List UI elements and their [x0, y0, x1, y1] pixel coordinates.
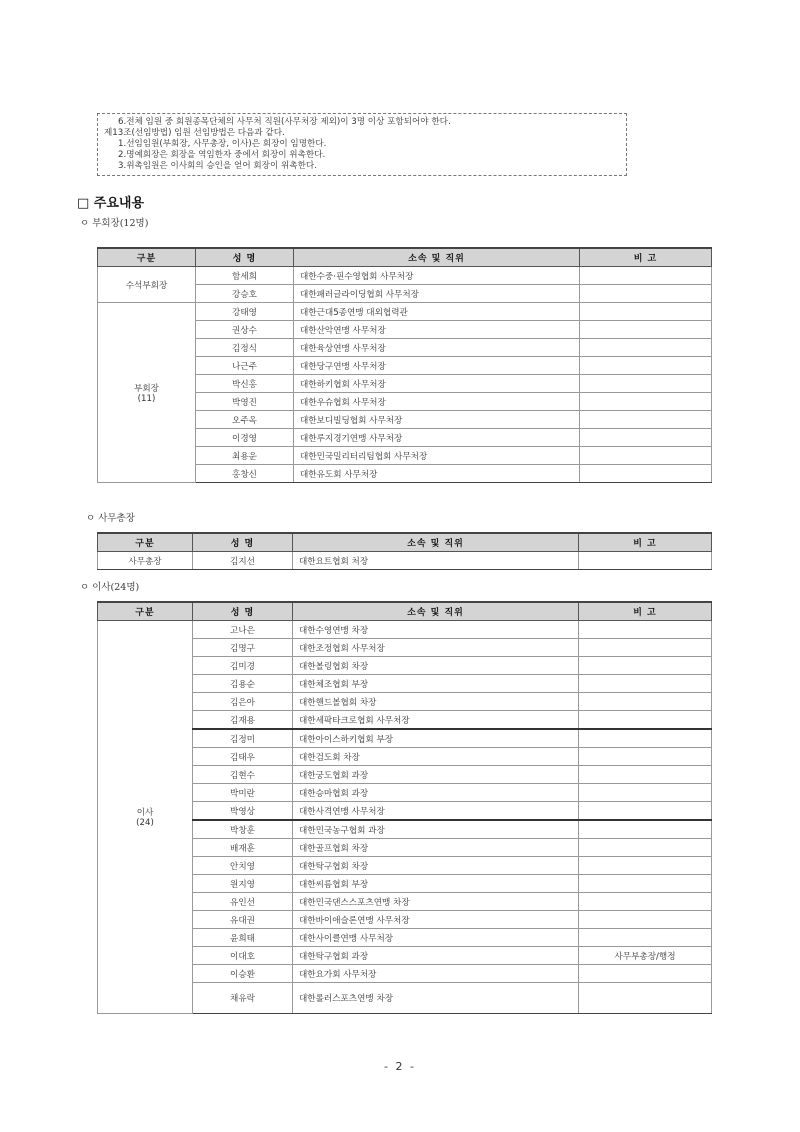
member-name: 박영상 [193, 802, 293, 821]
col-header-category: 구분 [98, 602, 193, 621]
member-name: 김명구 [193, 639, 293, 657]
col-header-remark: 비 고 [579, 602, 712, 621]
col-header-affiliation: 소속 및 직위 [294, 248, 580, 267]
member-remark [579, 552, 712, 570]
member-name: 강승호 [196, 285, 294, 303]
member-remark [579, 802, 712, 821]
directors-group-label [98, 621, 193, 1014]
member-affiliation: 대한검도회 차장 [293, 748, 579, 766]
regulation-notice-box [97, 113, 627, 176]
member-remark [579, 929, 712, 947]
member-affiliation: 대한민국농구협회 과장 [293, 820, 579, 839]
directors-table [97, 601, 712, 1014]
col-header-category: 구분 [98, 533, 193, 552]
member-affiliation: 대한요가회 사무처장 [293, 965, 579, 983]
member-name: 김지선 [193, 552, 293, 570]
member-name: 이대호 [193, 947, 293, 965]
member-remark [580, 357, 712, 375]
member-name: 최용운 [196, 447, 294, 465]
directors-group-name: 이사 [136, 808, 154, 818]
vice-group-count: (11) [137, 393, 156, 404]
member-remark [579, 657, 712, 675]
secretary-general-table [97, 532, 712, 570]
member-remark [580, 465, 712, 483]
member-remark [580, 375, 712, 393]
member-affiliation: 대한탁구협회 차장 [293, 857, 579, 875]
member-remark [579, 983, 712, 1014]
vice-president-table [97, 247, 712, 483]
table-row [98, 267, 712, 285]
col-header-affiliation: 소속 및 직위 [293, 533, 579, 552]
member-affiliation: 대한체조협회 부장 [293, 675, 579, 693]
col-header-remark: 비 고 [580, 248, 712, 267]
member-affiliation: 대한궁도협회 과장 [293, 766, 579, 784]
member-name: 원지영 [193, 875, 293, 893]
member-remark [579, 693, 712, 711]
member-remark [580, 321, 712, 339]
member-affiliation: 대한민국밀리터리팀협회 사무처장 [294, 447, 580, 465]
member-affiliation: 대한민국댄스스포츠연맹 차장 [293, 893, 579, 911]
section-title: □ 주요내용 [77, 196, 145, 211]
member-name: 김현수 [193, 766, 293, 784]
member-remark [579, 639, 712, 657]
member-affiliation: 대한수영연맹 차장 [293, 621, 579, 639]
member-name: 김재용 [193, 711, 293, 730]
member-name: 박미란 [193, 784, 293, 802]
member-affiliation: 대한핸드볼협회 차장 [293, 693, 579, 711]
table-row [98, 621, 712, 639]
member-remark [580, 429, 712, 447]
col-header-name: 성 명 [193, 602, 293, 621]
member-remark [580, 447, 712, 465]
member-name: 박신홍 [196, 375, 294, 393]
member-affiliation: 대한사격연맹 사무처장 [293, 802, 579, 821]
member-remark [579, 875, 712, 893]
member-name: 오주옥 [196, 411, 294, 429]
col-header-name: 성 명 [196, 248, 294, 267]
vice-group-name: 부회장 [134, 383, 159, 394]
member-name: 함세희 [196, 267, 294, 285]
member-remark [579, 893, 712, 911]
member-remark [580, 339, 712, 357]
page-number: - 2 - [384, 1060, 416, 1073]
member-affiliation: 대한근대5종연맹 대외협력관 [294, 303, 580, 321]
secretary-general-subtitle: ㅇ 사무총장 [86, 513, 135, 524]
col-header-remark: 비 고 [579, 533, 712, 552]
member-affiliation: 대한요트협회 처장 [293, 552, 579, 570]
member-remark [579, 729, 712, 748]
member-affiliation: 대한산악연맹 사무처장 [294, 321, 580, 339]
member-name: 박창훈 [193, 820, 293, 839]
member-name: 김태우 [193, 748, 293, 766]
member-remark [580, 303, 712, 321]
member-remark [579, 621, 712, 639]
member-remark [579, 711, 712, 730]
table-row [98, 552, 712, 570]
member-affiliation: 대한보디빌딩협회 사무처장 [294, 411, 580, 429]
member-name: 김미경 [193, 657, 293, 675]
member-name: 김정미 [193, 729, 293, 748]
member-remark: 사무부총장/행정 [579, 947, 712, 965]
member-remark [579, 857, 712, 875]
member-name: 안치영 [193, 857, 293, 875]
member-remark [579, 820, 712, 839]
member-remark [579, 839, 712, 857]
col-header-category: 구분 [98, 248, 196, 267]
member-name: 홍창신 [196, 465, 294, 483]
member-name: 이경영 [196, 429, 294, 447]
notice-line: 3.위촉임원은 이사회의 승인을 얻어 회장이 위촉한다. [118, 161, 317, 171]
notice-line: 1.선임임원(부회장, 사무총장, 이사)은 회장이 임명한다. [118, 139, 327, 149]
member-name: 권상수 [196, 321, 294, 339]
member-affiliation: 대한세팍타크로협회 사무처장 [293, 711, 579, 730]
member-name: 유인선 [193, 893, 293, 911]
member-remark [579, 748, 712, 766]
member-name: 김용순 [193, 675, 293, 693]
member-category: 사무총장 [98, 552, 193, 570]
member-remark [579, 965, 712, 983]
member-name: 이승환 [193, 965, 293, 983]
member-name: 윤희태 [193, 929, 293, 947]
notice-line: 제13조(선임방법) 임원 선임방법은 다음과 같다. [104, 128, 285, 138]
member-affiliation: 대한탁구협회 과장 [293, 947, 579, 965]
member-affiliation: 대한패러글라이딩협회 사무처장 [294, 285, 580, 303]
member-affiliation: 대한롤러스포츠연맹 차장 [293, 983, 579, 1014]
member-affiliation: 대한유도회 사무처장 [294, 465, 580, 483]
member-name: 유대권 [193, 911, 293, 929]
member-name: 나근주 [196, 357, 294, 375]
member-name: 김은아 [193, 693, 293, 711]
senior-vice-label: 수석부회장 [98, 267, 196, 303]
directors-group-count: (24) [136, 818, 154, 828]
col-header-name: 성 명 [193, 533, 293, 552]
member-remark [579, 911, 712, 929]
member-name: 채유락 [193, 983, 293, 1014]
member-affiliation: 대한승마협회 과장 [293, 784, 579, 802]
member-name: 김정식 [196, 339, 294, 357]
vice-president-subtitle: ㅇ 부회장(12명) [80, 218, 149, 229]
member-remark [580, 267, 712, 285]
member-name: 배재훈 [193, 839, 293, 857]
member-remark [580, 411, 712, 429]
member-remark [580, 285, 712, 303]
member-affiliation: 대한사이클연맹 사무처장 [293, 929, 579, 947]
member-affiliation: 대한하키협회 사무처장 [294, 375, 580, 393]
directors-subtitle: ㅇ 이사(24명) [80, 582, 140, 593]
col-header-affiliation: 소속 및 직위 [293, 602, 579, 621]
vice-group-label [98, 303, 196, 483]
member-affiliation: 대한루지경기연맹 사무처장 [294, 429, 580, 447]
member-remark [580, 393, 712, 411]
notice-line: 2.명예회장은 회장을 역임한자 중에서 회장이 위촉한다. [118, 150, 326, 160]
notice-line: 6.전체 임원 중 회원종목단체의 사무처 직원(사무처장 제외)이 3명 이상 포함되어야 한다. [118, 117, 451, 127]
member-name: 박영진 [196, 393, 294, 411]
member-affiliation: 대한당구연맹 사무처장 [294, 357, 580, 375]
member-affiliation: 대한수중·핀수영협회 사무처장 [294, 267, 580, 285]
member-affiliation: 대한볼링협회 차장 [293, 657, 579, 675]
member-affiliation: 대한골프협회 차장 [293, 839, 579, 857]
member-affiliation: 대한바이애슬론연맹 사무처장 [293, 911, 579, 929]
member-affiliation: 대한조정협회 사무처장 [293, 639, 579, 657]
member-name: 강태영 [196, 303, 294, 321]
member-affiliation: 대한육상연맹 사무처장 [294, 339, 580, 357]
member-affiliation: 대한우슈협회 사무처장 [294, 393, 580, 411]
member-remark [579, 766, 712, 784]
member-affiliation: 대한아이스하키협회 부장 [293, 729, 579, 748]
member-name: 고나은 [193, 621, 293, 639]
member-remark [579, 675, 712, 693]
member-affiliation: 대한씨름협회 부장 [293, 875, 579, 893]
member-remark [579, 784, 712, 802]
table-row [98, 303, 712, 321]
